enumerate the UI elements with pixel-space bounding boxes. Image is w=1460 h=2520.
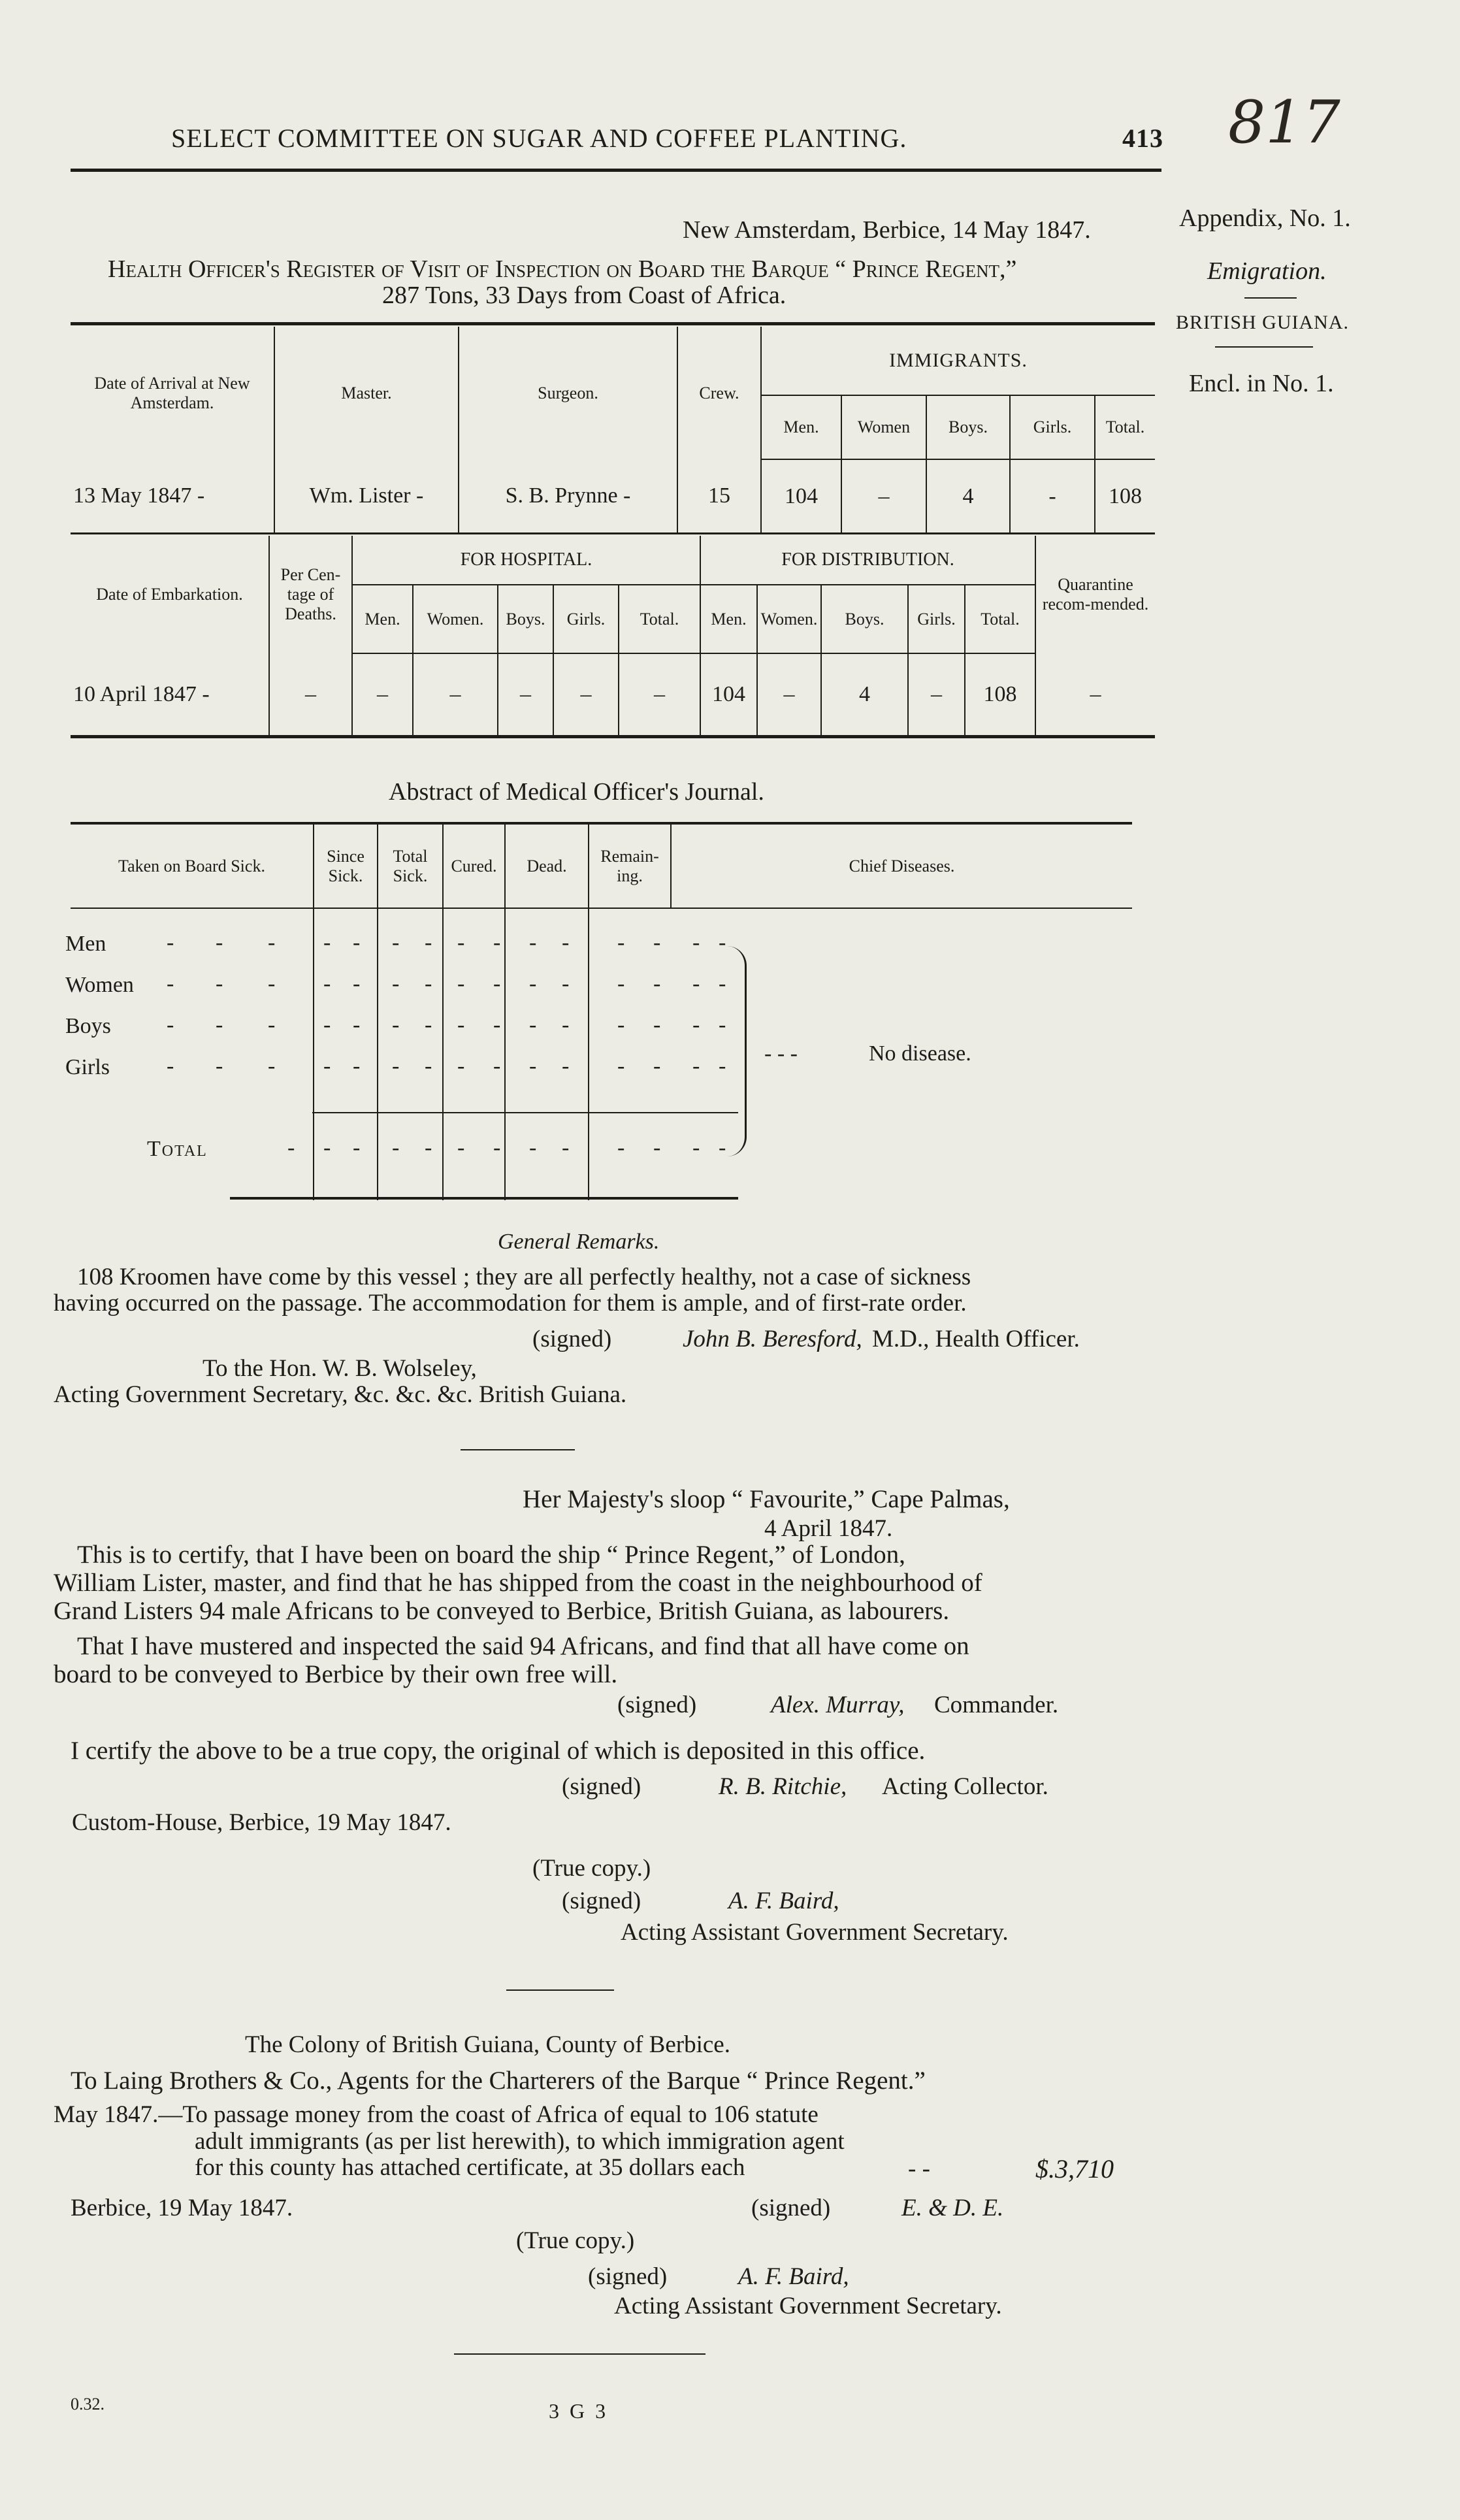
col-for-hospital: FOR HOSPITAL. — [352, 536, 700, 585]
dash-mark: - — [719, 972, 726, 996]
dash-mark: - — [457, 1013, 465, 1037]
dash-mark: - — [216, 930, 223, 955]
dash-mark: - — [425, 930, 432, 955]
arrival-table — [71, 327, 1155, 532]
invoice-line1: May 1847.—To passage money from the coast of Africa of equal to 106 statute — [54, 2101, 819, 2128]
dash-mark: - — [719, 930, 726, 955]
abstract-bottom-rule — [230, 1197, 738, 1200]
cell-dist-girls: – — [908, 653, 965, 735]
dash-mark: - — [653, 1136, 661, 1160]
invoice-signed2: (signed) — [588, 2263, 668, 2290]
col-master: Master. — [274, 327, 459, 459]
dash-mark: - — [425, 1054, 432, 1078]
abstract-row-boys: Boys — [65, 1014, 111, 1038]
dash-mark: - — [457, 1136, 465, 1160]
dash-mark: - — [529, 1054, 537, 1078]
handwritten-folio: 817 — [1228, 88, 1340, 157]
invoice-colony: The Colony of British Guiana, County of Berbice. — [245, 2031, 730, 2058]
dash-mark: - — [353, 1136, 361, 1160]
cell-quarantine: – — [1035, 653, 1155, 735]
dash-mark: - — [287, 1136, 295, 1160]
dash-mark: - — [493, 1136, 501, 1160]
cell-girls: - — [1010, 459, 1095, 532]
cell-dist-total: 108 — [965, 653, 1035, 735]
cert-p1-line3: Grand Listers 94 male Africans to be conveyed to Berbice, British Guiana, as labourers. — [54, 1597, 950, 1625]
cert-p1-line2: William Lister, master, and find that he has shipped from the coast in the neighbourhood of — [54, 1569, 982, 1597]
dash-mark: - — [562, 930, 570, 955]
cert-signed2: (signed) — [562, 1773, 641, 1800]
cell-master: Wm. Lister - — [274, 459, 459, 532]
register-title-line2: 287 Tons, 33 Days from Coast of Africa. — [382, 282, 787, 309]
cell-embark-date: 10 April 1847 - — [73, 681, 210, 706]
cell-hosp-girls: – — [553, 653, 619, 735]
invoice-signatory: E. & D. E. — [901, 2195, 1004, 2221]
register-dateline: New Amsterdam, Berbice, 14 May 1847. — [683, 216, 1091, 244]
cert-copy-line: I certify the above to be a true copy, the original of which is deposited in this office. — [71, 1737, 926, 1765]
dash-mark: - — [562, 1013, 570, 1037]
col-hosp-girls: Girls. — [553, 585, 619, 653]
dash-mark: - — [167, 1054, 174, 1078]
col-dist-girls: Girls. — [908, 585, 965, 653]
remarks-signatory: John B. Beresford, — [683, 1326, 862, 1352]
register-title-line1 — [108, 255, 1016, 284]
dash-mark: - — [353, 1054, 361, 1078]
embarkation-table — [71, 536, 1155, 735]
margin-enclosure: Encl. in No. 1. — [1189, 370, 1334, 397]
col-crew: Crew. — [677, 327, 761, 459]
dash-mark: - — [392, 1013, 400, 1037]
col-boys: Boys. — [926, 395, 1010, 459]
dash-mark: - — [353, 930, 361, 955]
dash-mark: - — [323, 1013, 331, 1037]
dash-mark: - — [617, 1054, 625, 1078]
dash-mark: - — [167, 930, 174, 955]
page-title: SELECT COMMITTEE ON SUGAR AND COFFEE PLANTING. — [171, 123, 907, 153]
cell-hosp-women: – — [413, 653, 498, 735]
cell-dist-men: 104 — [700, 653, 757, 735]
cell-date: 13 May 1847 - — [73, 483, 205, 508]
dash-mark: - — [617, 930, 625, 955]
dash-mark: - — [353, 1013, 361, 1037]
remarks-addressee2: Acting Government Secretary, &c. &c. &c. British Guiana. — [54, 1381, 627, 1408]
col-total: Total. — [1095, 395, 1155, 459]
table2-bottom-rule — [71, 735, 1155, 738]
footer-rule — [454, 2353, 706, 2355]
col-for-distribution: FOR DISTRIBUTION. — [700, 536, 1035, 585]
col-surgeon: Surgeon. — [459, 327, 677, 459]
page-number: 413 — [1122, 123, 1163, 153]
cert-true-copy: (True copy.) — [532, 1855, 651, 1882]
remarks-line2: having occurred on the passage. The accommodation for them is ample, and of first-rate order. — [54, 1290, 967, 1317]
dash-mark: - — [268, 1054, 276, 1078]
dash-mark: - — [692, 1136, 700, 1160]
dash-mark: - — [392, 972, 400, 996]
col-immigrants: IMMIGRANTS. — [761, 327, 1155, 395]
cell-deaths: – — [269, 653, 352, 735]
col-taken-sick: Taken on Board Sick. — [71, 825, 314, 908]
invoice-to: To Laing Brothers & Co., Agents for the Charterers of the Barque “ Prince Regent.” — [71, 2067, 926, 2095]
dash-mark: - — [529, 1013, 537, 1037]
dash-mark: - — [268, 972, 276, 996]
cell-men: 104 — [761, 459, 841, 532]
col-men: Men. — [761, 395, 841, 459]
col-quarantine: Quarantine recom-mended. — [1035, 536, 1155, 653]
cell-boys: 4 — [926, 459, 1010, 532]
col-chief-diseases: Chief Diseases. — [671, 825, 1132, 908]
dash-mark: - — [692, 1013, 700, 1037]
dash-mark: - — [617, 1013, 625, 1037]
dash-mark: - — [653, 1013, 661, 1037]
footer-left: 0.32. — [71, 2395, 105, 2414]
section-rule-1 — [461, 1449, 575, 1450]
register-title: Health Officer's Register of Visit of Inspection on Board the Barque “ Prince Regent,” — [108, 255, 1017, 283]
abstract-total-label: Total — [147, 1137, 208, 1161]
col-percentage-deaths: Per Cen-tage of Deaths. — [269, 536, 352, 653]
col-dist-total: Total. — [965, 585, 1035, 653]
dash-mark: - — [719, 1136, 726, 1160]
invoice-true-copy: (True copy.) — [516, 2227, 635, 2254]
dash-mark: - — [323, 972, 331, 996]
dash-mark: - — [493, 930, 501, 955]
col-since-sick: Since Sick. — [314, 825, 378, 908]
remarks-heading: General Remarks. — [498, 1230, 660, 1254]
dash-mark: - — [692, 972, 700, 996]
col-dist-women: Women. — [757, 585, 821, 653]
margin-rule — [1244, 297, 1297, 299]
table1-bottom-rule — [71, 532, 1155, 534]
abstract-row-women: Women — [65, 973, 134, 997]
disease-dashes: - - - — [764, 1041, 798, 1066]
col-hosp-men: Men. — [352, 585, 413, 653]
margin-rule-2 — [1215, 346, 1313, 348]
cell-women: – — [841, 459, 926, 532]
col-dist-boys: Boys. — [821, 585, 908, 653]
invoice-signed: (signed) — [751, 2195, 831, 2221]
dash-mark: - — [425, 1136, 432, 1160]
cert-signatory1: Alex. Murray, — [771, 1692, 905, 1718]
col-dist-men: Men. — [700, 585, 757, 653]
cert-p1-line1: This is to certify, that I have been on board the ship “ Prince Regent,” of London, — [77, 1541, 905, 1569]
dash-mark: - — [653, 1054, 661, 1078]
dash-mark: - — [529, 930, 537, 955]
dash-mark: - — [653, 930, 661, 955]
col-hosp-women: Women. — [413, 585, 498, 653]
dash-mark: - — [392, 1054, 400, 1078]
section-rule-2 — [506, 1989, 614, 1991]
col-cured: Cured. — [443, 825, 505, 908]
margin-appendix: Appendix, No. 1. — [1179, 205, 1351, 232]
col-date-embarkation: Date of Embarkation. — [96, 585, 243, 604]
col-total-sick: Total Sick. — [378, 825, 443, 908]
cert-title2: Acting Collector. — [882, 1773, 1048, 1800]
dash-mark: - — [562, 1054, 570, 1078]
cert-title3: Acting Assistant Government Secretary. — [621, 1919, 1009, 1946]
table-row — [71, 459, 1155, 532]
cert-title1: Commander. — [934, 1692, 1059, 1718]
dash-mark: - — [425, 972, 432, 996]
table-row — [71, 653, 1155, 735]
col-date-arrival: Date of Arrival at New Amsterdam. — [94, 373, 250, 412]
abstract-title: Abstract of Medical Officer's Journal. — [389, 778, 764, 806]
signature-mark: 3 G 3 — [549, 2399, 609, 2423]
dash-mark: - — [216, 1054, 223, 1078]
dash-mark: - — [323, 1136, 331, 1160]
invoice-place: Berbice, 19 May 1847. — [71, 2195, 293, 2221]
remarks-signed: (signed) — [532, 1326, 612, 1352]
cell-hosp-total: – — [619, 653, 700, 735]
col-women: Women — [841, 395, 926, 459]
dash-mark: - — [353, 972, 361, 996]
cell-total: 108 — [1095, 459, 1155, 532]
dash-mark: - — [216, 1013, 223, 1037]
invoice-title2: Acting Assistant Government Secretary. — [614, 2293, 1002, 2319]
dash-mark: - — [392, 930, 400, 955]
dash-mark: - — [653, 972, 661, 996]
dash-mark: - — [692, 1054, 700, 1078]
remarks-line1: 108 Kroomen have come by this vessel ; they are all perfectly healthy, not a case of sickness — [77, 1264, 971, 1290]
margin-colony: BRITISH GUIANA. — [1176, 312, 1349, 333]
dash-mark: - — [216, 972, 223, 996]
dash-mark: - — [493, 1013, 501, 1037]
dash-mark: - — [617, 1136, 625, 1160]
dash-mark: - — [167, 972, 174, 996]
dash-mark: - — [529, 1136, 537, 1160]
cell-dist-women: – — [757, 653, 821, 735]
cell-surgeon: S. B. Prynne - — [459, 459, 677, 532]
remarks-addressee1: To the Hon. W. B. Wolseley, — [203, 1355, 477, 1382]
dash-mark: - — [493, 1054, 501, 1078]
dash-mark: - — [493, 972, 501, 996]
brace — [725, 946, 747, 1156]
cell-hosp-men: – — [352, 653, 413, 735]
dash-mark: - — [529, 972, 537, 996]
cert-signed3: (signed) — [562, 1888, 641, 1914]
cert-place2: Custom-House, Berbice, 19 May 1847. — [72, 1809, 451, 1836]
cell-dist-boys: 4 — [821, 653, 908, 735]
cert-signatory2: R. B. Ritchie, — [719, 1773, 847, 1800]
remarks-signatory-title: M.D., Health Officer. — [872, 1326, 1080, 1352]
invoice-signatory2: A. F. Baird, — [738, 2263, 849, 2290]
journal-abstract-table — [71, 825, 1132, 1200]
dash-mark: - — [692, 930, 700, 955]
cert-signed1: (signed) — [617, 1692, 697, 1718]
col-girls: Girls. — [1010, 395, 1095, 459]
cert-p2-line2: board to be conveyed to Berbice by their own free will. — [54, 1660, 618, 1688]
invoice-amount: $.3,710 — [1035, 2154, 1114, 2184]
dash-mark: - — [167, 1013, 174, 1037]
col-hosp-total: Total. — [619, 585, 700, 653]
chief-disease: No disease. — [869, 1041, 971, 1066]
margin-emigration: Emigration. — [1207, 257, 1327, 285]
table1-top-rule — [71, 322, 1155, 325]
dash-mark: - — [323, 930, 331, 955]
dash-mark: - — [562, 1136, 570, 1160]
col-remaining: Remain-ing. — [589, 825, 671, 908]
cert-p2-line1: That I have mustered and inspected the said 94 Africans, and find that all have come on — [77, 1632, 969, 1660]
cell-crew: 15 — [677, 459, 761, 532]
dash-mark: - — [425, 1013, 432, 1037]
dash-mark: - — [719, 1013, 726, 1037]
total-row-rule — [312, 1112, 738, 1113]
dash-mark: - — [323, 1054, 331, 1078]
dash-mark: - — [562, 972, 570, 996]
dash-mark: - — [268, 930, 276, 955]
col-dead: Dead. — [505, 825, 589, 908]
invoice-dashes: - - — [908, 2155, 930, 2182]
invoice-line2: adult immigrants (as per list herewith), to which immigration agent — [195, 2128, 845, 2155]
dash-mark: - — [392, 1136, 400, 1160]
dash-mark: - — [719, 1054, 726, 1078]
dash-mark: - — [457, 972, 465, 996]
cert-date: 4 April 1847. — [764, 1515, 893, 1542]
cell-hosp-boys: – — [498, 653, 553, 735]
dash-mark: - — [457, 1054, 465, 1078]
header-rule — [71, 169, 1161, 172]
abstract-row-men: Men — [65, 932, 106, 956]
dash-mark: - — [457, 930, 465, 955]
dash-mark: - — [617, 972, 625, 996]
col-hosp-boys: Boys. — [498, 585, 553, 653]
cert-place: Her Majesty's sloop “ Favourite,” Cape Palmas, — [523, 1485, 1010, 1513]
dash-mark: - — [268, 1013, 276, 1037]
abstract-row-girls: Girls — [65, 1055, 110, 1079]
invoice-line3: for this county has attached certificate, at 35 dollars each — [195, 2154, 745, 2181]
cert-signatory3: A. F. Baird, — [728, 1888, 839, 1914]
